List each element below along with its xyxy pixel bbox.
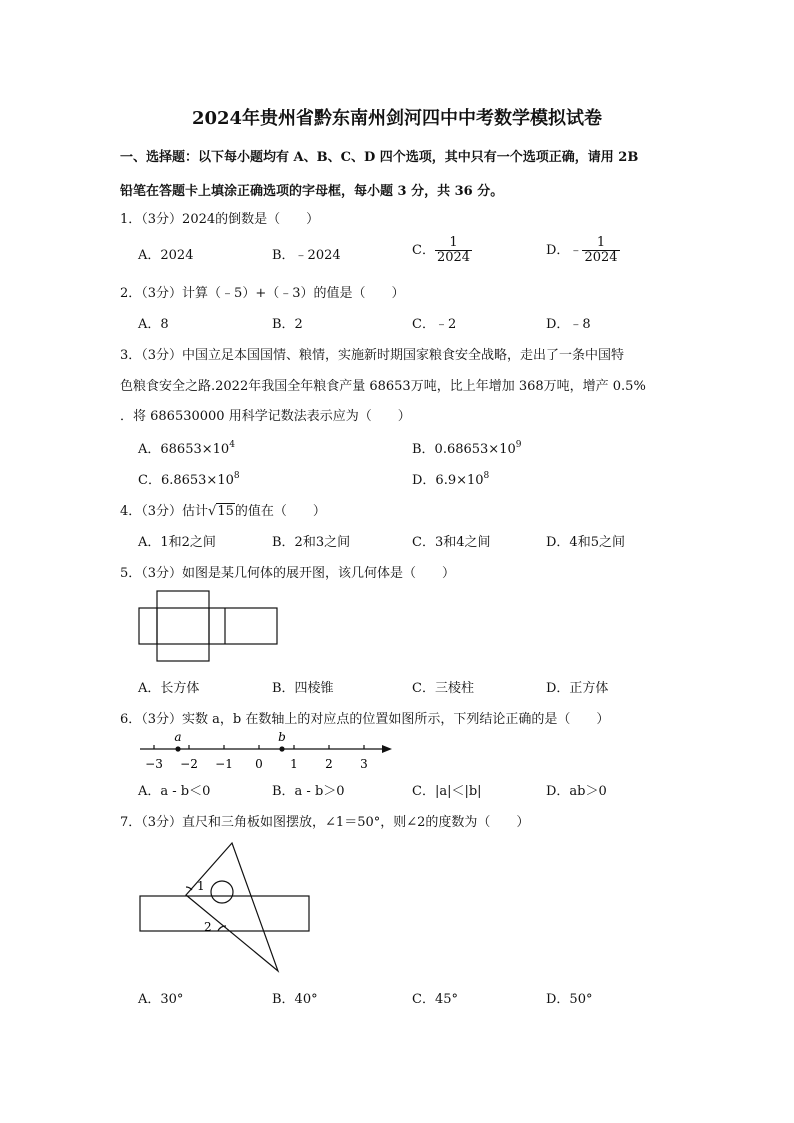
- fraction-numerator: 1: [449, 235, 458, 250]
- question-2-stem: 2．（3分）计算（﹣5）+（﹣3）的值是（ ）: [120, 286, 405, 301]
- number-line: [136, 728, 398, 772]
- net-column: [157, 591, 209, 661]
- number-line-tick-label: 3: [360, 757, 368, 771]
- q4-option-c: C．3和4之间: [412, 535, 491, 550]
- q6-option-a: A．a - b＜0: [138, 784, 211, 799]
- angle-1-label: 1: [197, 879, 205, 893]
- point-a-label: a: [174, 730, 182, 744]
- q4-stem-pre: 4．（3分）估计: [120, 504, 209, 519]
- q7-option-d: D．50°: [546, 992, 593, 1007]
- number-line-tick-label: 1: [290, 757, 298, 771]
- question-3-stem-line3: ．将 686530000 用科学记数法表示应为（ ）: [120, 409, 411, 424]
- question-5-stem: 5．（3分）如图是某几何体的展开图，该几何体是（ ）: [120, 566, 456, 581]
- fraction-denominator: 2024: [436, 250, 471, 265]
- sqrt-symbol: √: [208, 504, 217, 519]
- q2-option-a: A．8: [138, 317, 169, 332]
- q1-option-c-label: C．: [412, 243, 435, 258]
- point-b: [279, 746, 284, 751]
- number-line-tick-label: −2: [180, 757, 198, 771]
- q1-option-b: B．﹣2024: [272, 248, 341, 263]
- q6-option-c: C．|a|＜|b|: [412, 784, 482, 799]
- q5-option-c: C．三棱柱: [412, 681, 474, 696]
- q3-option-c-base: C．6.8653×10: [138, 473, 234, 488]
- q4-option-a: A．1和2之间: [138, 535, 216, 550]
- point-b-label: b: [278, 730, 286, 744]
- question-6-stem: 6．（3分）实数 a，b 在数轴上的对应点的位置如图所示，下列结论正确的是（ ）: [120, 712, 610, 727]
- question-1-stem: 1．（3分）2024的倒数是（ ）: [120, 212, 320, 227]
- fraction-numerator: 1: [596, 235, 606, 250]
- q3-option-a: [138, 438, 235, 457]
- point-a: [175, 746, 180, 751]
- q1-option-d-label: D．﹣: [546, 243, 583, 258]
- q5-option-b: B．四棱锥: [272, 681, 334, 696]
- net-figure: [136, 588, 282, 664]
- triangle-board: [186, 843, 278, 971]
- number-line-tick-label: 2: [325, 757, 333, 771]
- q7-option-c: C．45°: [412, 992, 458, 1007]
- ruler-triangle-figure: [136, 838, 314, 976]
- q3-option-d-exponent: 8: [483, 471, 490, 481]
- question-3-stem-line2: 色粮食安全之路.2022年我国全年粮食产量 68653万吨，比上年增加 368万吨，增产 0.5%: [120, 379, 646, 394]
- q2-option-b: B．2: [272, 317, 303, 332]
- q3-option-d: [412, 469, 489, 488]
- q3-option-b: [412, 438, 521, 457]
- q3-option-a-base: A．68653×10: [138, 442, 230, 457]
- question-3-stem-line1: 3．（3分）中国立足本国国情、粮情，实施新时期国家粮食安全战略，走出了一条中国特: [120, 348, 625, 363]
- q4-stem-post: 的值在（ ）: [234, 504, 326, 519]
- question-7-stem: 7．（3分）直尺和三角板如图摆放，∠1＝50°，则∠2的度数为（ ）: [120, 815, 530, 830]
- q3-option-c-exponent: 8: [233, 471, 240, 481]
- q4-option-d: D．4和5之间: [546, 535, 625, 550]
- q3-option-b-base: B．0.68653×10: [412, 442, 516, 457]
- q3-option-d-base: D．6.9×10: [412, 473, 484, 488]
- q1-option-c: [412, 236, 472, 265]
- q3-option-c: [138, 469, 240, 488]
- q3-option-a-exponent: 4: [229, 440, 235, 450]
- question-4-stem: [120, 500, 326, 519]
- q1-option-d-fraction: [582, 236, 619, 265]
- number-line-tick-label: −3: [145, 757, 163, 771]
- net-strip: [139, 608, 277, 644]
- q6-option-d: D．ab＞0: [546, 784, 607, 799]
- number-line-tick-label: 0: [255, 757, 263, 771]
- q5-option-d: D．正方体: [546, 681, 609, 696]
- angle-1-arc: [186, 887, 192, 890]
- q4-radicand: 15: [217, 504, 234, 519]
- q2-option-c: C．﹣2: [412, 317, 457, 332]
- number-line-tick-label: −1: [215, 757, 233, 771]
- section-heading-line1: 一、选择题：以下每小题均有 A、B、C、D 四个选项，其中只有一个选项正确，请用 2B: [120, 150, 639, 165]
- q4-option-b: B．2和3之间: [272, 535, 351, 550]
- q7-option-b: B．40°: [272, 992, 318, 1007]
- triangle-hole: [211, 881, 233, 903]
- q1-option-d: [546, 236, 620, 265]
- exam-title: 2024年贵州省黔东南州剑河四中中考数学模拟试卷: [191, 108, 603, 129]
- q2-option-d: D．﹣8: [546, 317, 591, 332]
- q7-option-a: A．30°: [138, 992, 184, 1007]
- q5-option-a: A．长方体: [138, 681, 200, 696]
- q1-option-c-fraction: [435, 236, 472, 265]
- q6-option-b: B．a - b＞0: [272, 784, 345, 799]
- fraction-denominator: 2024: [584, 250, 618, 265]
- q1-option-a: A．2024: [138, 248, 194, 263]
- arrow-right-icon: [382, 745, 392, 753]
- section-heading-line2: 铅笔在答题卡上填涂正确选项的字母框，每小题 3 分，共 36 分。: [120, 184, 504, 199]
- angle-2-label: 2: [204, 920, 212, 934]
- q3-option-b-exponent: 9: [515, 440, 522, 450]
